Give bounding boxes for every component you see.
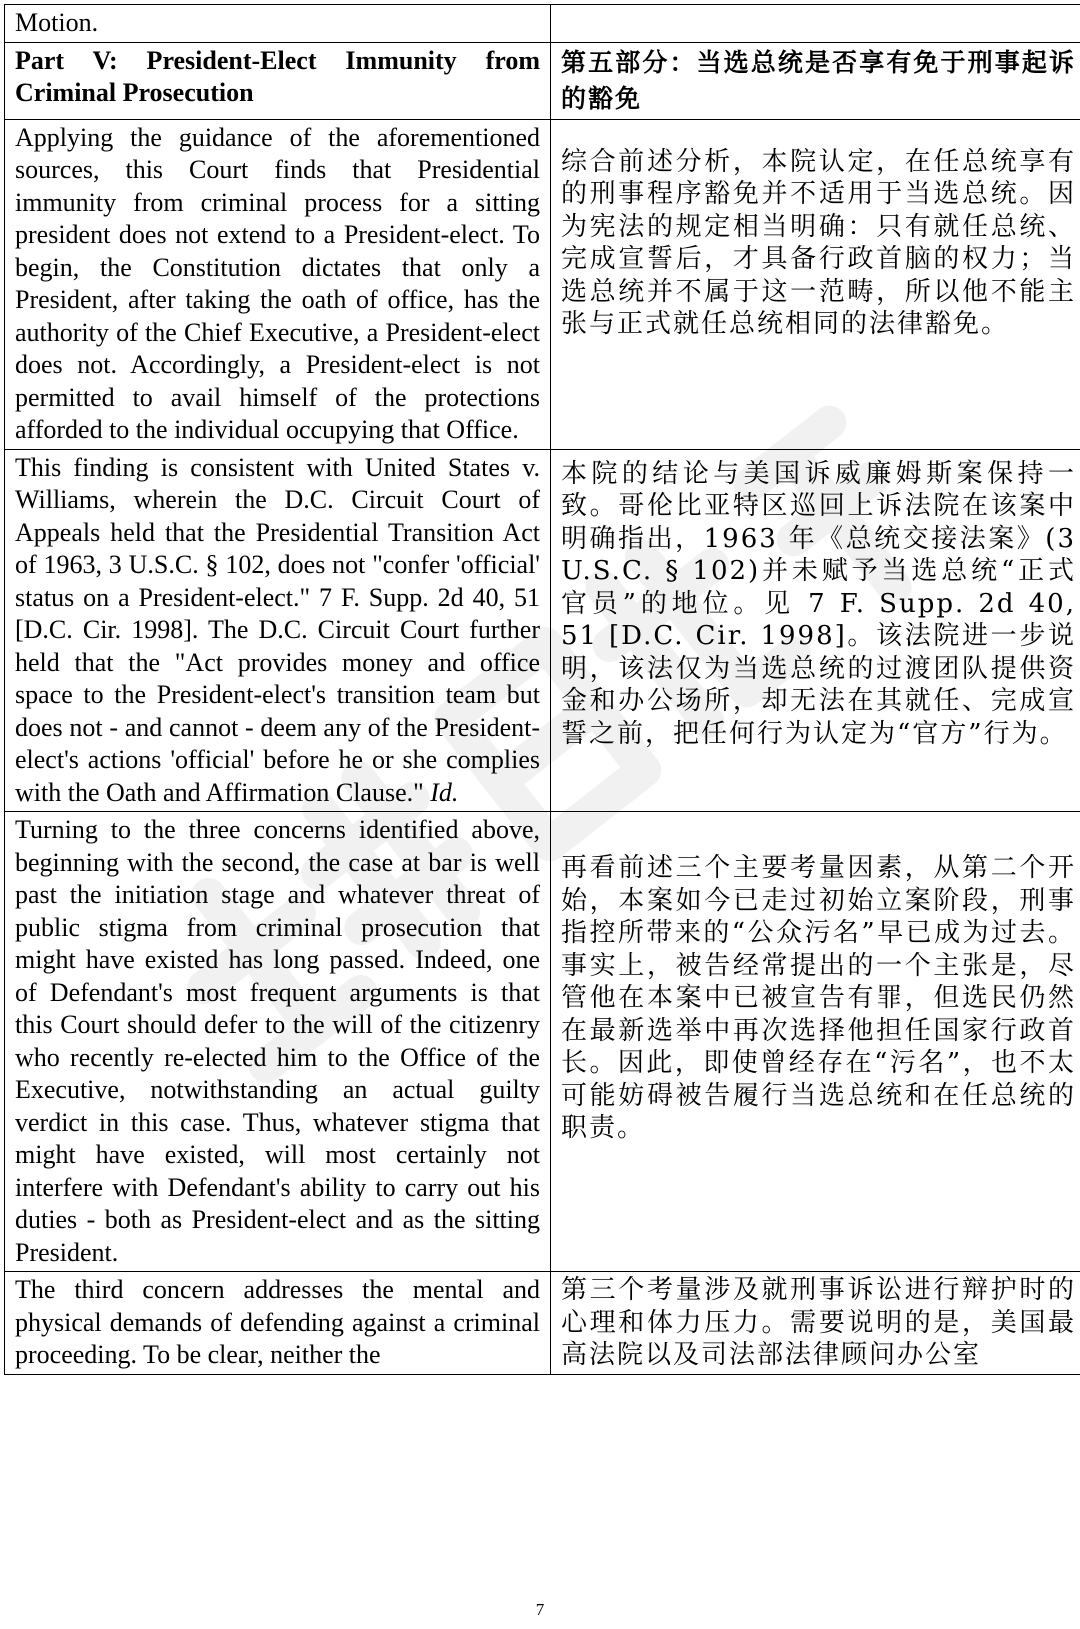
english-heading-cell xyxy=(5,42,551,119)
chinese-paragraph: 本院的结论与美国诉威廉姆斯案保持一致。哥伦比亚特区巡回上诉法院在该案中明确指出，1963 年《总统交接法案》(3 U.S.C. § 102)并未赋予当选总统“正式官员”的地位。见 7 F. Supp. 2d 40, 51 [D.C. Cir. 1998]。该法院进一步说明，该法仅为当选总统的过渡团队提供资金和办公场所，却无法在其就任、完成宣誓之前，把任何行为认定为“官方”行为。 xyxy=(561,458,1076,749)
english-paragraph: The third concern addresses the mental and physical demands of defending against a criminal proceeding. To be clear, neither the xyxy=(15,1275,540,1369)
table-row xyxy=(5,119,1080,449)
chinese-cell xyxy=(551,119,1080,449)
table-row xyxy=(5,812,1080,1272)
chinese-paragraph: 综合前述分析，本院认定，在任总统享有的刑事程序豁免并不适用于当选总统。因为宪法的规定相当明确：只有就任总统、完成宣誓后，才具备行政首脑的权力；当选总统并不属于这一范畴，所以他不能主张与正式就任总统相同的法律豁免。 xyxy=(561,146,1076,339)
table-row xyxy=(5,1272,1080,1375)
chinese-paragraph: 再看前述三个主要考量因素，从第二个开始，本案如今已走过初始立案阶段，刑事指控所带来的“公众污名”早已成为过去。事实上，被告经常提出的一个主张是，尽管他在本案中已被宣告有罪，但选民仍然在最新选举中再次选择他担任国家行政首长。因此，即使曾经存在“污名”，也不太可能妨碍被告履行当选总统和在任总统的职责。 xyxy=(561,853,1076,1143)
english-paragraph: Turning to the three concerns identified above, beginning with the second, the case at bar is well past the initiation stage and whatever threat of public stigma from criminal prosecution that might have existed has long passed. Indeed, one of Defendant's most frequent arguments is that this Court should defer to the will of the citizenry who recently re-elected him to the Office of the Executive, notwithstanding an actual guilty verdict in this case. Thus, whatever stigma that might have existed, will most certainly not interfere with Defendant's ability to carry out his duties - both as President-elect and as the sitting President. xyxy=(15,815,540,1267)
chinese-heading: 第五部分：当选总统是否享有免于刑事起诉的豁免 xyxy=(561,47,1076,113)
chinese-cell xyxy=(551,1272,1080,1375)
table-row xyxy=(5,5,1080,43)
english-heading: Part V: President-Elect Immunity from Criminal Prosecution xyxy=(15,45,540,107)
english-cell xyxy=(5,5,551,43)
english-cell xyxy=(5,812,551,1272)
bilingual-table xyxy=(4,4,1080,1375)
english-paragraph: Applying the guidance of the aforementioned sources, this Court finds that Presidential immunity from criminal process for a sitting president does not extend to a President-elect. To begin, the Constitution dictates that only a President, after taking the oath of office, has the authority of the Chief Executive, a President-elect does not. Accordingly, a President-elect is not permitted to avail himself of the protections afforded to the individual occupying that Office. xyxy=(15,122,540,444)
english-cell xyxy=(5,449,551,812)
page-number: 7 xyxy=(535,1600,545,1619)
table-row xyxy=(5,449,1080,812)
citation-id: Id. xyxy=(430,777,459,807)
chinese-cell xyxy=(551,5,1080,43)
chinese-cell xyxy=(551,812,1080,1272)
english-cell xyxy=(5,1272,551,1375)
chinese-heading-cell xyxy=(551,42,1080,119)
chinese-cell xyxy=(551,449,1080,812)
english-cell xyxy=(5,119,551,449)
english-paragraph: This finding is consistent with United States v. Williams, wherein the D.C. Circuit Court of Appeals held that the Presidential Transition Act of 1963, 3 U.S.C. § 102, does not "confer 'official' status on a President-elect." 7 F. Supp. 2d 40, 51 [D.C. Cir. 1998]. The D.C. Circuit Court further held that the "Act provides money and office space to the President-elect's transition team but does not - and cannot - deem any of the President-elect's actions 'official' before he or she complies with the Oath and Affirmation Clause." xyxy=(15,452,540,807)
table-row xyxy=(5,42,1080,119)
english-text: Motion. xyxy=(15,8,99,37)
chinese-paragraph: 第三个考量涉及就刑事诉讼进行辩护时的心理和体力压力。需要说明的是，美国最高法院以及司法部法律顾问办公室 xyxy=(561,1275,1076,1370)
